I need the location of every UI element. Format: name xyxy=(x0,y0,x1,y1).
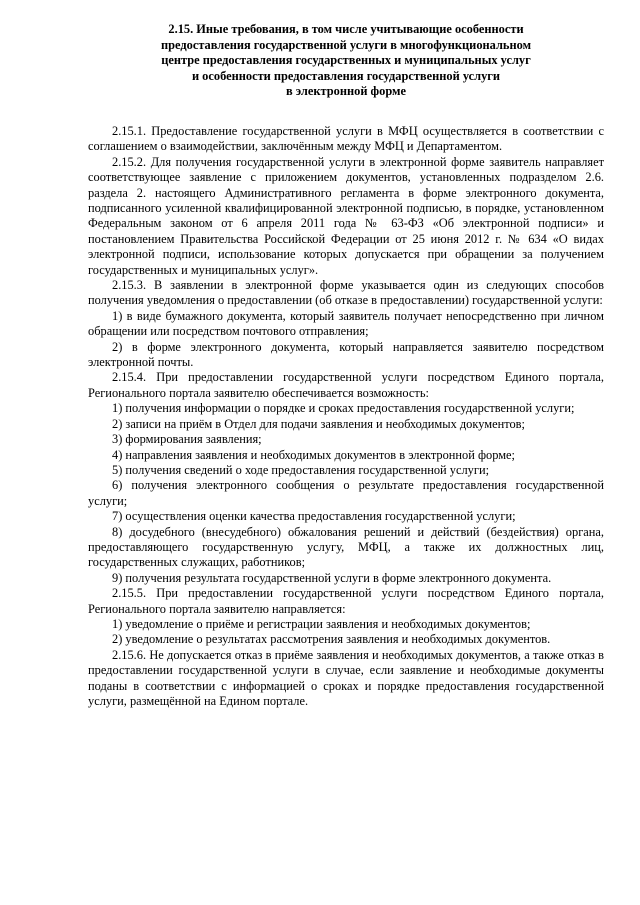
list-item: 6) получения электронного сообщения о результате предоставления государственной услуги; xyxy=(88,478,604,508)
paragraph-2-15-3: 2.15.3. В заявлении в электронной форме указывается один из следующих способов получения уведомления о предоставлении (об отказе в предоставлении) государственной услуги: xyxy=(88,278,604,308)
paragraph-2-15-6: 2.15.6. Не допускается отказ в приёме заявления и необходимых документов, а также отказ в предоставлении государственной услуги в случае, если заявление и необходимые документы поданы в соответствии с информацией о сроках и порядке предоставления государственной услуги, размещённой на Едином портале. xyxy=(88,647,604,708)
paragraph-2-15-1: 2.15.1. Предоставление государственной услуги в МФЦ осуществляется в соответствии с соглашением о взаимодействии, заключённым между МФЦ и Департаментом. xyxy=(88,123,604,154)
heading-line: предоставления государственной услуги в многофункциональном xyxy=(160,37,532,52)
section-heading xyxy=(88,22,604,100)
list-item: 3) формирования заявления; xyxy=(112,432,262,447)
document-body xyxy=(88,124,604,709)
heading-line: 2.15. Иные требования, в том числе учитывающие особенности xyxy=(168,22,524,36)
paragraph-2-15-5: 2.15.5. При предоставлении государственной услуги посредством Единого портала, Регионального портала заявителю направляется: xyxy=(88,586,604,616)
paragraph-2-15-2: 2.15.2. Для получения государственной услуги в электронной форме заявитель направляет соответствующее заявление с приложением документов, установленных подразделом 2.6. раздела 2. настоящего Административного регламента в форме электронного документа, подписанного усиленной квалифицированной электронной подписью, в порядке, установленном Федеральным законом от 6 апреля 2011 года № 63-ФЗ «Об электронной подписи» и постановлением Правительства Российской Федерации от 25 июня 2012 г. № 634 «О видах электронной подписи, использование которых допускается при обращении за получением государственных и муниципальных услуг». xyxy=(88,154,604,277)
list-item: 2) в форме электронного документа, который направляется заявителю посредством электронной почты. xyxy=(88,339,604,370)
list-item: 2) уведомление о результатах рассмотрения заявления и необходимых документов. xyxy=(112,632,551,647)
list-item: 7) осуществления оценки качества предоставления государственной услуги; xyxy=(112,509,516,524)
list-item: 9) получения результата государственной услуги в форме электронного документа. xyxy=(112,570,552,585)
list-item: 5) получения сведений о ходе предоставления государственной услуги; xyxy=(112,462,490,477)
heading-line: в электронной форме xyxy=(286,84,406,99)
list-item: 1) в виде бумажного документа, который заявитель получает непосредственно при личном обращении или посредством почтового отправления; xyxy=(88,308,604,339)
heading-line: центре предоставления государственных и муниципальных услуг xyxy=(161,53,531,68)
paragraph-2-15-4: 2.15.4. При предоставлении государственной услуги посредством Единого портала, Регионального портала заявителю обеспечивается возможность: xyxy=(88,370,604,400)
list-item: 8) досудебного (внесудебного) обжалования решений и действий (бездействия) органа, предоставляющего государственную услугу, МФЦ, а также их должностных лиц, государственных служащих, работников; xyxy=(88,524,604,570)
list-item: 2) записи на приём в Отдел для подачи заявления и необходимых документов; xyxy=(112,416,525,431)
heading-line: и особенности предоставления государственной услуги xyxy=(191,68,501,83)
list-item: 4) направления заявления и необходимых документов в электронной форме; xyxy=(112,447,515,462)
list-item: 1) уведомление о приёме и регистрации заявления и необходимых документов; xyxy=(112,616,531,631)
list-item: 1) получения информации о порядке и сроках предоставления государственной услуги; xyxy=(112,401,575,416)
